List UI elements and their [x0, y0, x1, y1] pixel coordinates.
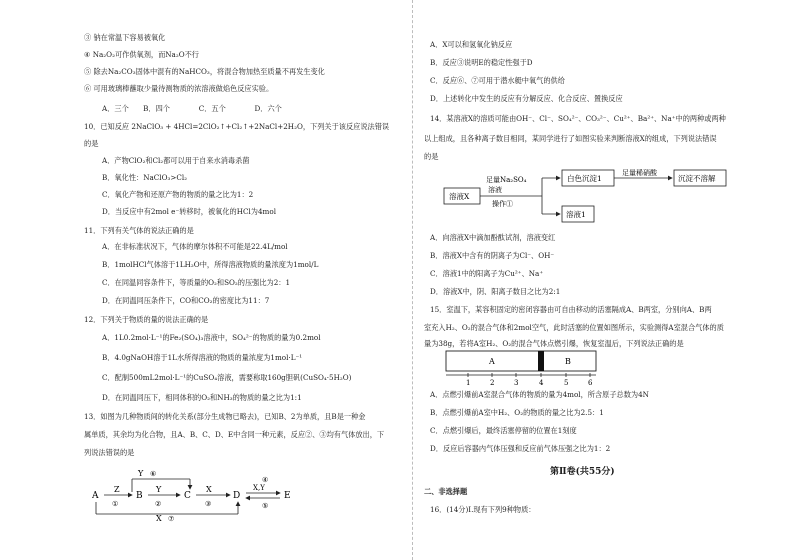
q14-stem-cont2: 的是 [424, 152, 439, 161]
flow-acid: 足量稀硝酸 [622, 169, 657, 177]
scheme-node-d: D [233, 491, 241, 501]
q11-option-c: C．在同温同容条件下，等质量的O₂和SO₂的压强比为2：1 [102, 278, 291, 287]
q13-option-d: D．上述转化中发生的反应有分解反应、化合反应、置换反应 [430, 94, 623, 103]
tick-label-5: 5 [564, 379, 569, 387]
q13-stem-cont: 属单质，其余均为化合物，且A、B、C、D、E中含同一种元素，反应②、③均有气体放出，下 [84, 430, 385, 439]
q12-option-a: A．1L0.2mol·L⁻¹的Fe₂(SO₄)₃溶液中，SO₄²⁻的物质的量为0.2mol [102, 333, 321, 342]
q13-stem: 13．如图为几种物质间的转化关系(部分生成物已略去)，已知B、2为单质，且B是一种金 [84, 412, 366, 421]
container-label-b: B [565, 357, 571, 366]
scheme-label-c7: ⑦ [168, 515, 175, 522]
scheme-node-b: B [136, 491, 143, 501]
q15-stem-cont2: 量为38g，若将A室H₂、O₂的混合气体点燃引爆，恢复室温后，下列说法正确的是 [424, 339, 684, 348]
section-heading: 二、非选择题 [424, 487, 468, 496]
tick-label-4: 4 [539, 379, 544, 387]
q9-options: A．三个 B．四个 C．五个 D．六个 [102, 104, 282, 113]
q16-stem: 16．(14分)Ⅰ.现有下列9种物质： [430, 505, 536, 514]
statement-4: ④ Na₂O₂可作供氧剂，而Na₂O不行 [84, 50, 199, 59]
q10-stem-cont: 的是 [84, 139, 99, 148]
scheme-label-z: Z [114, 485, 120, 494]
scheme-node-c: C [184, 491, 191, 501]
statement-5: ⑤ 除去Na₂CO₃固体中混有的NaHCO₃，将混合物加热至质量不再发生变化 [84, 67, 325, 76]
q14-option-a: A．向溶液X中滴加酚酞试剂，溶液变红 [430, 233, 556, 242]
q14-stem: 14．某溶液X的溶质可能由OH⁻、Cl⁻、SO₄²⁻、CO₃²⁻、Cu²⁺、Ba²⁺、Na⁺中的两种或两种 [430, 114, 726, 123]
q13-stem-cont2: 列说法错误的是 [84, 448, 135, 457]
q10-stem: 10．已知反应 2NaClO₃ + 4HCl=2ClO₂↑+Cl₂↑+2NaCl+2H₂O，下列关于该反应说法错误 [84, 122, 390, 131]
page-fold-line [412, 0, 413, 560]
q15-option-c: C．点燃引爆后，最终活塞停留的位置在1刻度 [430, 426, 577, 435]
transformation-scheme [92, 462, 317, 522]
scheme-label-c4: ④ [262, 476, 269, 484]
q11-option-d: D．在同温同压条件下，CO和CO₂的密度比为11：7 [102, 296, 270, 305]
container-label-a: A [489, 357, 495, 366]
q11-option-b: B．1molHCl气体溶于1LH₂O中，所得溶液物质的量浓度为1mol/L [102, 260, 319, 269]
q11-stem: 11．下列有关气体的说法正确的是 [84, 226, 194, 235]
tick-label-3: 3 [514, 379, 519, 387]
scheme-node-e: E [284, 491, 291, 501]
flow-white-precipitate: 白色沉淀1 [567, 174, 602, 183]
scheme-label-c1: ① [112, 500, 119, 508]
scheme-label-x-bottom: X [156, 514, 162, 522]
flow-reagent-bottom: 溶液 [488, 186, 502, 194]
statement-3: ③ 钠在常温下容易被氧化 [84, 33, 166, 42]
piston [538, 351, 544, 371]
q15-option-a: A．点燃引爆前A室混合气体的物质的量为4mol，所含原子总数为4N [430, 390, 649, 399]
scheme-node-a: A [92, 491, 99, 501]
q15-option-d: D．反应后容器内气体压强和反应前气体压强之比为1：2 [430, 444, 611, 453]
q13-option-c: C．反应⑥、⑦可用于潜水艇中氧气的供给 [430, 76, 565, 85]
flow-solution-1: 溶液1 [566, 210, 586, 219]
q10-option-b: B．氧化性：NaClO₃>Cl₂ [102, 173, 188, 182]
q14-stem-cont: 以上组成，且各种离子数目相同，某同学进行了如图实验来判断溶液X的组成，下列说法错误 [424, 134, 717, 143]
q15-stem: 15．室温下，某容积固定的密闭容器由可自由移动的活塞隔成A、B两室，分别向A、B两 [430, 305, 712, 314]
tick-label-6: 6 [588, 379, 593, 387]
scheme-label-x-mid: X [206, 485, 212, 494]
flow-operation: 操作① [492, 200, 513, 208]
tick-label-2: 2 [490, 379, 495, 387]
q11-option-a: A．在非标准状况下，气体的摩尔体积不可能是22.4L/mol [102, 242, 288, 251]
scheme-label-xy: X,Y [253, 484, 265, 492]
scheme-label-c5: ⑤ [262, 502, 269, 510]
q10-option-a: A．产物ClO₂和Cl₂都可以用于自来水消毒杀菌 [102, 156, 250, 165]
q12-option-b: B．4.0gNaOH溶于1L水所得溶液的物质的量浓度为1mol·L⁻¹ [102, 353, 303, 362]
q15-stem-cont: 室充入H₂、O₂的混合气体和2mol空气，此时活塞的位置如图所示，实验测得A室混合气体的质 [424, 323, 724, 332]
scheme-label-c2: ② [155, 500, 162, 508]
flow-solution-x: 溶液X [449, 192, 470, 201]
container-diagram [444, 349, 614, 389]
q12-option-c: C．配制500mL2mol·L⁻¹的CuSO₄溶液，需要称取160g胆矾(CuSO₄·5H₂O) [102, 373, 352, 382]
scheme-label-y-top: Y [138, 469, 144, 478]
q15-option-b: B．点燃引爆前A室中H₂、O₂的物质的量之比为2.5：1 [430, 408, 604, 417]
statement-6: ⑥ 可用玻璃棒蘸取少量待测物质的浓溶液做焰色反应实验。 [84, 84, 274, 93]
scheme-label-c6: ⑥ [150, 470, 157, 478]
q12-stem: 12．下列关于物质的量的说法正确的是 [84, 315, 209, 324]
q14-option-d: D．溶液X中，阴、阳离子数目之比为2:1 [430, 287, 561, 296]
q13-option-b: B．反应③说明E的稳定性强于D [430, 58, 533, 67]
q10-option-d: D．当反应中有2mol e⁻转移时，被氧化的HCl为4mol [102, 207, 277, 216]
experiment-flowchart [442, 168, 762, 226]
q12-option-d: D．在同温同压下，相同体积的O₂和NH₃的物质的量之比为1:1 [102, 393, 302, 402]
flow-reagent-top: 足量Na₂SO₄ [486, 176, 527, 184]
q14-option-b: B．溶液X中含有的阴离子为Cl⁻、OH⁻ [430, 251, 555, 260]
container-outline [446, 351, 596, 371]
scheme-label-y-mid: Y [156, 485, 162, 494]
flow-precipitate-not-dissolved: 沉淀不溶解 [678, 174, 716, 183]
scheme-label-c3: ③ [205, 500, 212, 508]
part-two-title: 第Ⅱ卷(共55分) [550, 467, 615, 477]
tick-label-1: 1 [466, 379, 471, 387]
q13-option-a: A．X可以和氢氧化钠反应 [430, 40, 513, 49]
q14-option-c: C．溶液1中的阳离子为Cu²⁺、Na⁺ [430, 269, 544, 278]
q10-option-c: C．氧化产物和还原产物的物质的量之比为1：2 [102, 190, 254, 199]
